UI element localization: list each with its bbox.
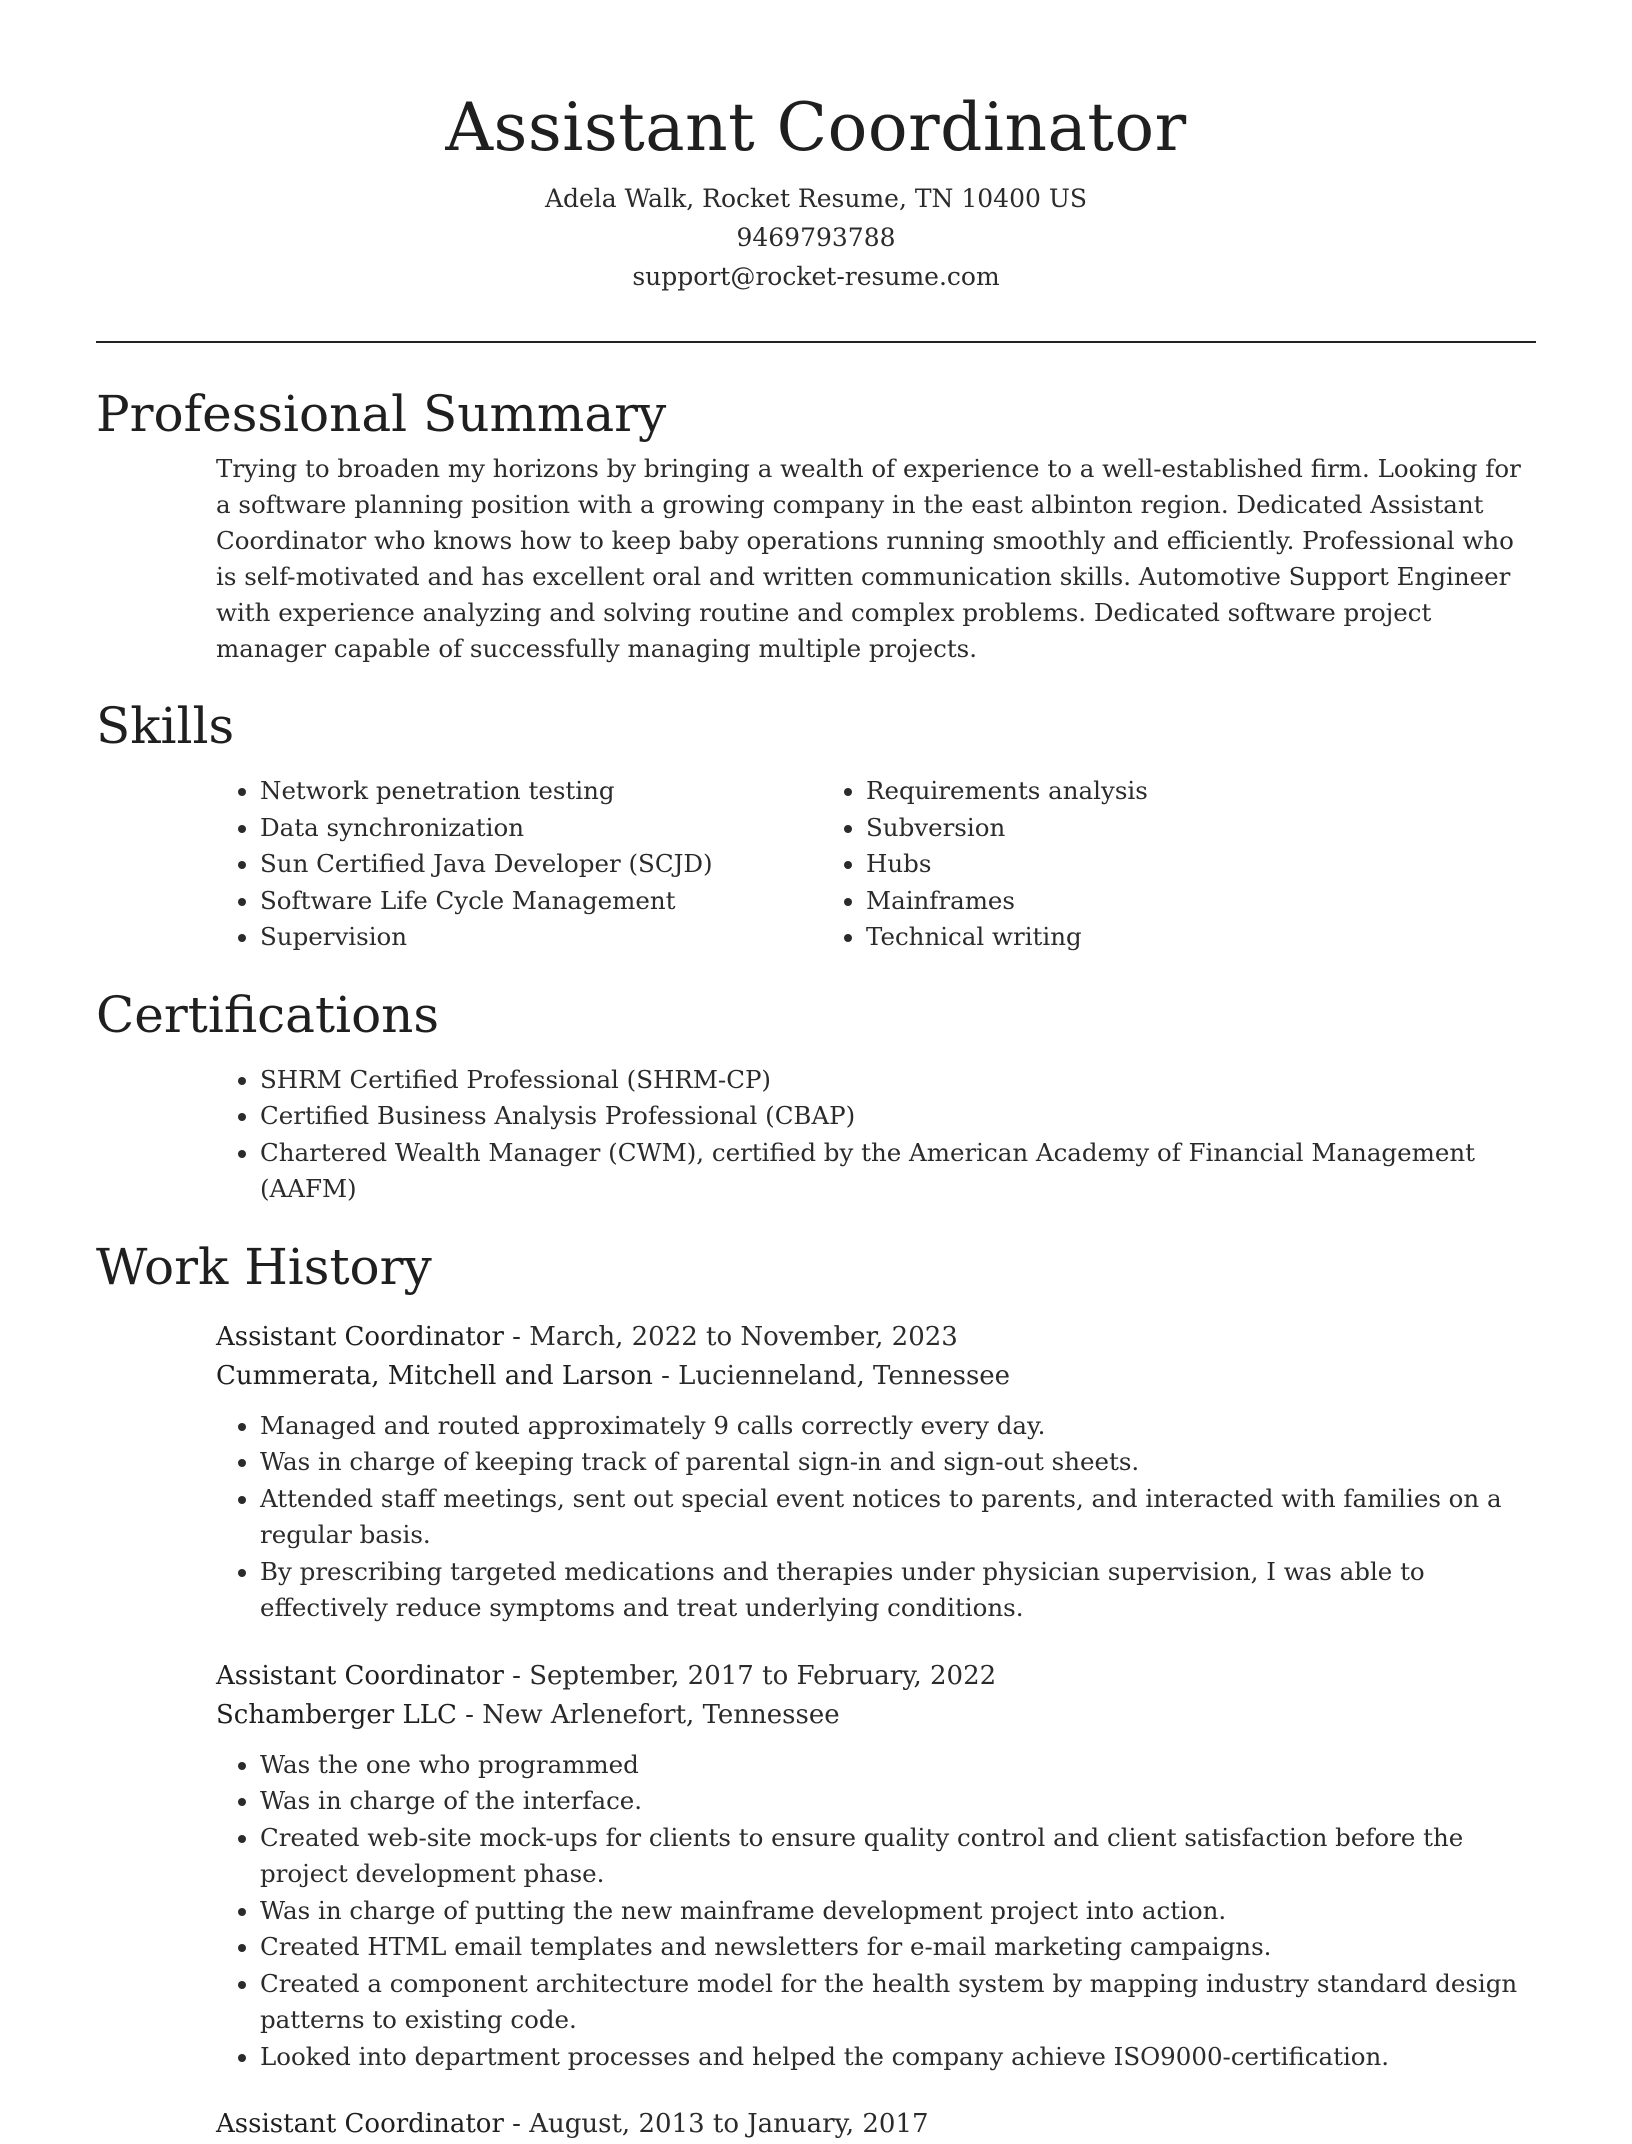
resume-header — [0, 0, 1632, 296]
resume-body — [96, 377, 1540, 2144]
section-heading-skills: Skills — [96, 697, 235, 755]
skill-item: • Hubs — [866, 846, 1428, 883]
section-heading-certifications: Certifications — [96, 985, 440, 1044]
job-title: Assistant Coordinator — [216, 2109, 504, 2139]
job-bullet: • Looked into department processes and helped the company achieve ISO9000-certification. — [260, 2039, 1540, 2076]
job-title-line — [216, 1657, 1540, 1696]
job-company: Schamberger LLC — [216, 1699, 457, 1730]
job-company-line — [216, 1696, 1540, 1735]
certification-item: • Chartered Wealth Manager (CWM), certified by the American Academy of Financial Management (AAFM) — [260, 1135, 1540, 1208]
job-bullet: • Was in charge of putting the new mainframe development project into action. — [260, 1893, 1540, 1930]
contact-email: support@rocket-resume.com — [632, 262, 1000, 291]
job-company-line — [216, 1357, 1540, 1396]
job-bullet: • Was in charge of keeping track of parental sign-in and sign-out sheets. — [260, 1444, 1540, 1481]
summary-text: Trying to broaden my horizons by bringing a wealth of experience to a well-established firm. Looking for a software planning position with a growing company in the east albinton region. Dedicated Assistant Coordinator who knows how to keep baby operations running smoothly and efficiently. Professional who is self-motivated and has excellent oral and written communication skills. Automotive Support Engineer with experience analyzing and solving routine and complex problems. Dedicated software project manager capable of successfully managing multiple projects. — [216, 454, 1521, 663]
job-bullet: • Was the one who programmed — [260, 1747, 1540, 1784]
job-bullet: • Managed and routed approximately 9 calls correctly every day. — [260, 1408, 1540, 1445]
job-location: - Lucienneland, Tennessee — [652, 1360, 1011, 1391]
contact-block — [0, 179, 1632, 296]
job-bullet: • By prescribing targeted medications and therapies under physician supervision, I was able to effectively reduce symptoms and treat underlying conditions. — [260, 1554, 1540, 1627]
job-location: - New Arlenefort, Tennessee — [456, 1699, 840, 1730]
skill-item: • Requirements analysis — [866, 773, 1428, 810]
skill-item: • Technical writing — [866, 919, 1428, 956]
job-bullet: • Created HTML email templates and newsletters for e-mail marketing campaigns. — [260, 1929, 1540, 1966]
job-title-line — [216, 2105, 1540, 2144]
certifications-items — [216, 1062, 1540, 1208]
job-entry — [216, 1657, 1540, 2076]
job-title: Assistant Coordinator — [216, 1660, 504, 1691]
certification-item: • Certified Business Analysis Professional (CBAP) — [260, 1098, 1540, 1135]
skills-column-right — [822, 773, 1428, 956]
job-dates: - September, 2017 to February, 2022 — [503, 1660, 997, 1691]
skill-item: • Data synchronization — [260, 810, 822, 847]
job-title: Assistant Coordinator — [216, 1321, 504, 1352]
skills-list — [216, 773, 1540, 956]
skill-item: • Mainframes — [866, 883, 1428, 920]
job-bullet: • Attended staff meetings, sent out special event notices to parents, and interacted with families on a regular basis. — [260, 1481, 1540, 1554]
skill-item: • Software Life Cycle Management — [260, 883, 822, 920]
job-dates: - August, 2013 to January, 2017 — [503, 2109, 929, 2139]
job-bullet: • Was in charge of the interface. — [260, 1783, 1540, 1820]
skills-column-left — [216, 773, 822, 956]
resume-title: Assistant Coordinator — [445, 89, 1187, 166]
job-company: Cummerata, Mitchell and Larson — [216, 1360, 653, 1391]
skill-item: • Supervision — [260, 919, 822, 956]
job-entry — [216, 2105, 1540, 2144]
section-heading-work-history: Work History — [96, 1237, 432, 1296]
job-dates: - March, 2022 to November, 2023 — [503, 1321, 958, 1352]
job-bullet: • Created a component architecture model for the health system by mapping industry standard design patterns to existing code. — [260, 1966, 1540, 2039]
job-bullets — [216, 1408, 1540, 1627]
job-bullet: • Created web-site mock-ups for clients to ensure quality control and client satisfaction before the project development phase. — [260, 1820, 1540, 1893]
skill-item: • Subversion — [866, 810, 1428, 847]
contact-phone: 9469793788 — [736, 223, 896, 252]
skill-item: • Sun Certified Java Developer (SCJD) — [260, 846, 822, 883]
certification-item: • SHRM Certified Professional (SHRM-CP) — [260, 1062, 1540, 1099]
section-heading-summary: Professional Summary — [96, 385, 667, 443]
job-entry — [216, 1318, 1540, 1627]
header-divider — [96, 341, 1536, 343]
contact-address: Adela Walk, Rocket Resume, TN 10400 US — [544, 184, 1088, 213]
job-bullets — [216, 1747, 1540, 2076]
certifications-list — [216, 1062, 1540, 1208]
skill-item: • Network penetration testing — [260, 773, 822, 810]
job-title-line — [216, 1318, 1540, 1357]
